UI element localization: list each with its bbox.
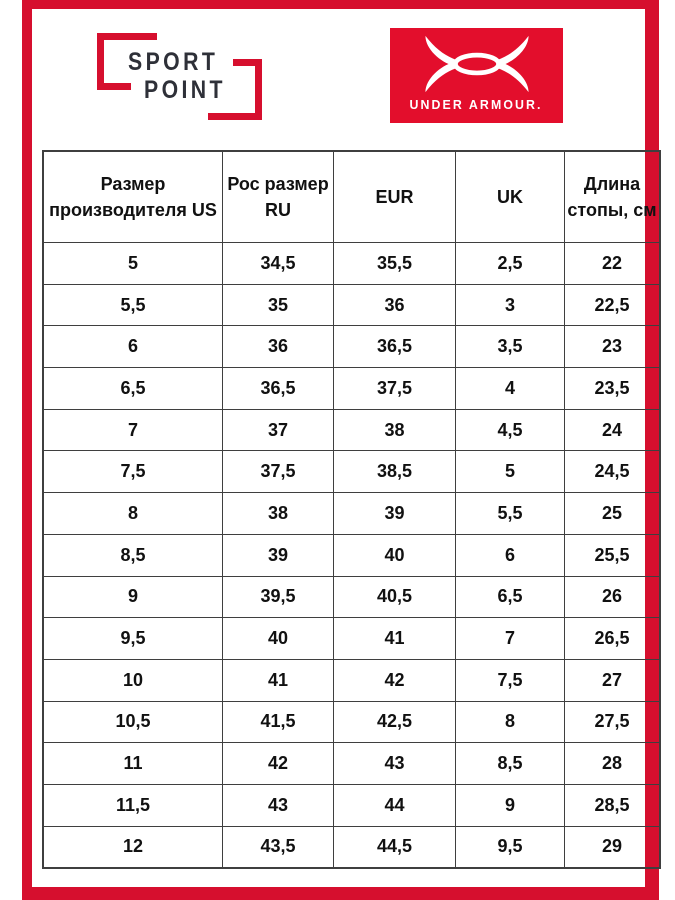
size-cell: 41 [334, 618, 456, 660]
size-cell: 7 [456, 618, 565, 660]
table-row [43, 784, 660, 826]
size-cell: 40 [223, 618, 334, 660]
table-row [43, 493, 660, 535]
size-cell: 37 [223, 409, 334, 451]
table-row [43, 326, 660, 368]
size-cell: 9 [43, 576, 223, 618]
size-cell: 5 [43, 243, 223, 285]
size-cell: 6 [456, 534, 565, 576]
size-cell: 9 [456, 784, 565, 826]
size-cell: 7,5 [43, 451, 223, 493]
under-armour-logo [390, 28, 563, 123]
table-row [43, 826, 660, 868]
size-cell: 25 [565, 493, 661, 535]
size-cell: 11 [43, 743, 223, 785]
size-cell: 42 [334, 659, 456, 701]
size-cell: 26 [565, 576, 661, 618]
table-row [43, 368, 660, 410]
sport-point-logo-line2: POINT [144, 76, 226, 104]
size-cell: 4,5 [456, 409, 565, 451]
size-cell: 3,5 [456, 326, 565, 368]
size-cell: 22,5 [565, 284, 661, 326]
size-cell: 43,5 [223, 826, 334, 868]
size-cell: 37,5 [334, 368, 456, 410]
size-cell: 7 [43, 409, 223, 451]
size-cell: 11,5 [43, 784, 223, 826]
size-cell: 28 [565, 743, 661, 785]
size-cell: 24 [565, 409, 661, 451]
size-cell: 6 [43, 326, 223, 368]
size-cell: 5 [456, 451, 565, 493]
table-row [43, 409, 660, 451]
size-cell: 9,5 [43, 618, 223, 660]
column-header-us: Размер производителя US [43, 151, 223, 243]
size-cell: 27 [565, 659, 661, 701]
size-cell: 37,5 [223, 451, 334, 493]
size-cell: 38 [334, 409, 456, 451]
column-header-cm: Длина стопы, см [565, 151, 661, 243]
table-row [43, 534, 660, 576]
size-cell: 6,5 [43, 368, 223, 410]
size-cell: 36,5 [223, 368, 334, 410]
table-row [43, 284, 660, 326]
size-cell: 43 [223, 784, 334, 826]
size-cell: 26,5 [565, 618, 661, 660]
size-cell: 6,5 [456, 576, 565, 618]
size-cell: 23 [565, 326, 661, 368]
size-cell: 35,5 [334, 243, 456, 285]
size-cell: 36 [223, 326, 334, 368]
size-cell: 22 [565, 243, 661, 285]
size-cell: 41 [223, 659, 334, 701]
size-cell: 27,5 [565, 701, 661, 743]
size-cell: 10 [43, 659, 223, 701]
sport-point-logo-line1: SPORT [128, 48, 219, 76]
size-cell: 5,5 [43, 284, 223, 326]
size-cell: 9,5 [456, 826, 565, 868]
size-cell: 34,5 [223, 243, 334, 285]
size-cell: 25,5 [565, 534, 661, 576]
size-cell: 42 [223, 743, 334, 785]
size-cell: 44,5 [334, 826, 456, 868]
table-row [43, 576, 660, 618]
size-cell: 23,5 [565, 368, 661, 410]
size-cell: 42,5 [334, 701, 456, 743]
size-cell: 39,5 [223, 576, 334, 618]
size-cell: 3 [456, 284, 565, 326]
size-cell: 38,5 [334, 451, 456, 493]
column-header-uk: UK [456, 151, 565, 243]
size-cell: 39 [334, 493, 456, 535]
size-cell: 10,5 [43, 701, 223, 743]
size-cell: 24,5 [565, 451, 661, 493]
size-cell: 5,5 [456, 493, 565, 535]
size-cell: 39 [223, 534, 334, 576]
column-header-ru: Рос размер RU [223, 151, 334, 243]
table-row [43, 659, 660, 701]
size-cell: 29 [565, 826, 661, 868]
size-cell: 12 [43, 826, 223, 868]
size-cell: 44 [334, 784, 456, 826]
table-row [43, 243, 660, 285]
size-cell: 43 [334, 743, 456, 785]
size-cell: 8 [43, 493, 223, 535]
table-row [43, 451, 660, 493]
size-cell: 8,5 [456, 743, 565, 785]
size-cell: 28,5 [565, 784, 661, 826]
under-armour-emblem-icon [413, 34, 541, 94]
table-row [43, 701, 660, 743]
size-cell: 40 [334, 534, 456, 576]
table-row [43, 743, 660, 785]
size-cell: 4 [456, 368, 565, 410]
under-armour-brand-text: UNDER ARMOUR. [409, 97, 544, 112]
size-cell: 35 [223, 284, 334, 326]
size-cell: 8 [456, 701, 565, 743]
column-header-eur: EUR [334, 151, 456, 243]
table-row [43, 618, 660, 660]
size-table-body [43, 243, 660, 869]
size-table-header [43, 151, 660, 243]
sport-point-logo [0, 0, 290, 135]
size-cell: 41,5 [223, 701, 334, 743]
size-cell: 2,5 [456, 243, 565, 285]
header-row [43, 151, 660, 243]
size-cell: 36,5 [334, 326, 456, 368]
size-cell: 38 [223, 493, 334, 535]
size-cell: 7,5 [456, 659, 565, 701]
size-cell: 36 [334, 284, 456, 326]
size-cell: 40,5 [334, 576, 456, 618]
size-conversion-table [42, 150, 661, 869]
size-cell: 8,5 [43, 534, 223, 576]
